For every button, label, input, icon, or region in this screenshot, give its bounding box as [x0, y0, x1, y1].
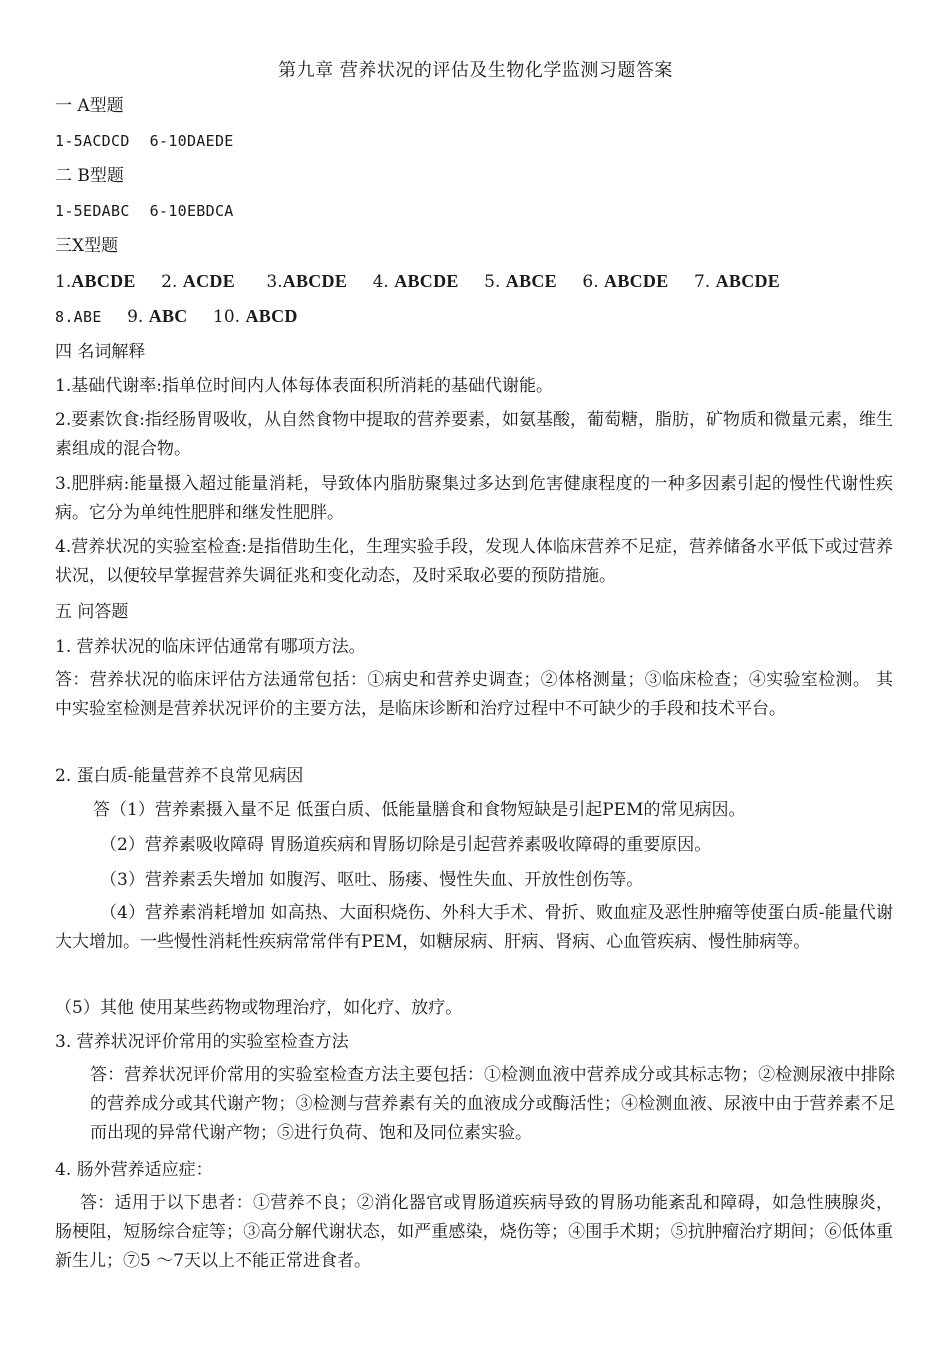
term-item-2: 2.要素饮食:指经肠胃吸收，从自然食物中提取的营养要素，如氨基酸，葡萄糖，脂肪，矿物质和微量元素，维生素组成的混合物。	[55, 410, 893, 459]
answers-6-10: 6-10EBDCA	[149, 202, 234, 220]
x-answer-9: ABC	[148, 306, 188, 326]
x-answer-5-num: 5.	[484, 272, 501, 292]
document-title: 第九章 营养状况的评估及生物化学监测习题答案	[278, 60, 673, 81]
answers-6-10: 6-10DAEDE	[149, 132, 234, 150]
answer-1: 答：营养状况的临床评估方法通常包括：①病史和营养史调查；②体格测量；③临床检查；④实验室检测。 其中实验室检测是营养状况评价的主要方法，是临床诊断和治疗过程中不可缺少的手段和技术平台。	[55, 670, 893, 719]
section-terms-heading: 四 名词解释	[55, 342, 146, 362]
x-answer-3: ABCDE	[282, 271, 348, 291]
x-answer-10: ABCD	[245, 306, 298, 326]
x-answer-8: 8.ABE	[55, 308, 102, 326]
x-answer-2-num: 2.	[161, 272, 178, 292]
x-answer-6-num: 6.	[582, 272, 599, 292]
section-a-answers	[55, 128, 895, 154]
x-answer-1: ABCDE	[71, 271, 136, 291]
section-x-heading: 三X型题	[55, 236, 119, 256]
x-answer-4-num: 4.	[372, 272, 389, 292]
answers-1-5: 1-5EDABC	[55, 202, 130, 220]
x-answer-5: ABCE	[505, 271, 557, 291]
section-a-heading: 一 A型题	[55, 96, 124, 116]
answers-1-5: 1-5ACDCD	[55, 132, 130, 150]
question-3: 3. 营养状况评价常用的实验室检查方法	[55, 1032, 349, 1052]
term-item-3: 3.肥胖病:能量摄入超过能量消耗，导致体内脂肪聚集过多达到危害健康程度的一种多因素引起的慢性代谢性疾病。它分为单纯性肥胖和继发性肥胖。	[55, 474, 893, 523]
x-answer-2: ACDE	[182, 271, 235, 291]
question-4: 4. 肠外营养适应症：	[55, 1160, 213, 1180]
x-answer-7-num: 7.	[693, 272, 711, 292]
answer-2-item-2: （2）营养素吸收障碍 胃肠道疾病和胃肠切除是引起营养素吸收障碍的重要原因。	[100, 835, 712, 855]
section-qa-heading: 五 问答题	[55, 602, 129, 622]
x-answer-6: ABCDE	[604, 271, 669, 291]
answer-2-item-4: （4）营养素消耗增加 如高热、大面积烧伤、外科大手术、骨折、败血症及恶性肿瘤等使蛋白质-能量代谢大大增加。一些慢性消耗性疾病常常伴有PEM，如糖尿病、肝病、肾病、心血管疾病、慢性肺病等。	[55, 903, 893, 952]
x-answer-7: ABCDE	[715, 271, 781, 291]
answer-2-item-3: （3）营养素丢失增加 如腹泻、呕吐、肠瘘、慢性失血、开放性创伤等。	[100, 870, 644, 890]
x-answer-9-num: 9.	[127, 307, 144, 327]
question-1: 1. 营养状况的临床评估通常有哪项方法。	[55, 637, 366, 657]
answer-2-item-5: （5）其他 使用某些药物或物理治疗，如化疗、放疗。	[55, 998, 463, 1018]
question-2: 2. 蛋白质-能量营养不良常见病因	[55, 766, 304, 786]
answer-4: 答：适用于以下患者：①营养不良；②消化器官或胃肠道疾病导致的胃肠功能紊乱和障碍，如急性胰腺炎，肠梗阻，短肠综合症等；③高分解代谢状态，如严重感染，烧伤等；④围手术期；⑤抗肿瘤治疗期间；⑥低体重新生儿；⑦5 ～7天以上不能正常进食者。	[55, 1193, 893, 1271]
answer-2-item-1: 答（1）营养素摄入量不足 低蛋白质、低能量膳食和食物短缺是引起PEM的常见病因。	[93, 800, 746, 820]
x-answer-10-num: 10.	[213, 307, 241, 327]
x-answer-3-num: 3.	[266, 272, 283, 292]
section-b-answers	[55, 198, 895, 224]
x-answer-1-num: 1.	[55, 272, 72, 292]
x-answer-4: ABCDE	[394, 271, 459, 291]
term-item-1: 1.基础代谢率:指单位时间内人体每体表面积所消耗的基础代谢能。	[55, 376, 553, 396]
section-x-answers-row1	[55, 268, 895, 295]
section-b-heading: 二 B型题	[55, 166, 124, 186]
section-x-answers-row2	[55, 303, 895, 330]
term-item-4: 4.营养状况的实验室检查:是指借助生化，生理实验手段，发现人体临床营养不足症，营养储备水平低下或过营养状况，以便较早掌握营养失调征兆和变化动态，及时采取必要的预防措施。	[55, 537, 893, 586]
answer-3: 答：营养状况评价常用的实验室检查方法主要包括：①检测血液中营养成分或其标志物；②检测尿液中排除的营养成分或其代谢产物；③检测与营养素有关的血液成分或酶活性；④检测血液、尿液中由于营养素不足而出现的异常代谢产物；⑤进行负荷、饱和及同位素实验。	[90, 1065, 895, 1143]
